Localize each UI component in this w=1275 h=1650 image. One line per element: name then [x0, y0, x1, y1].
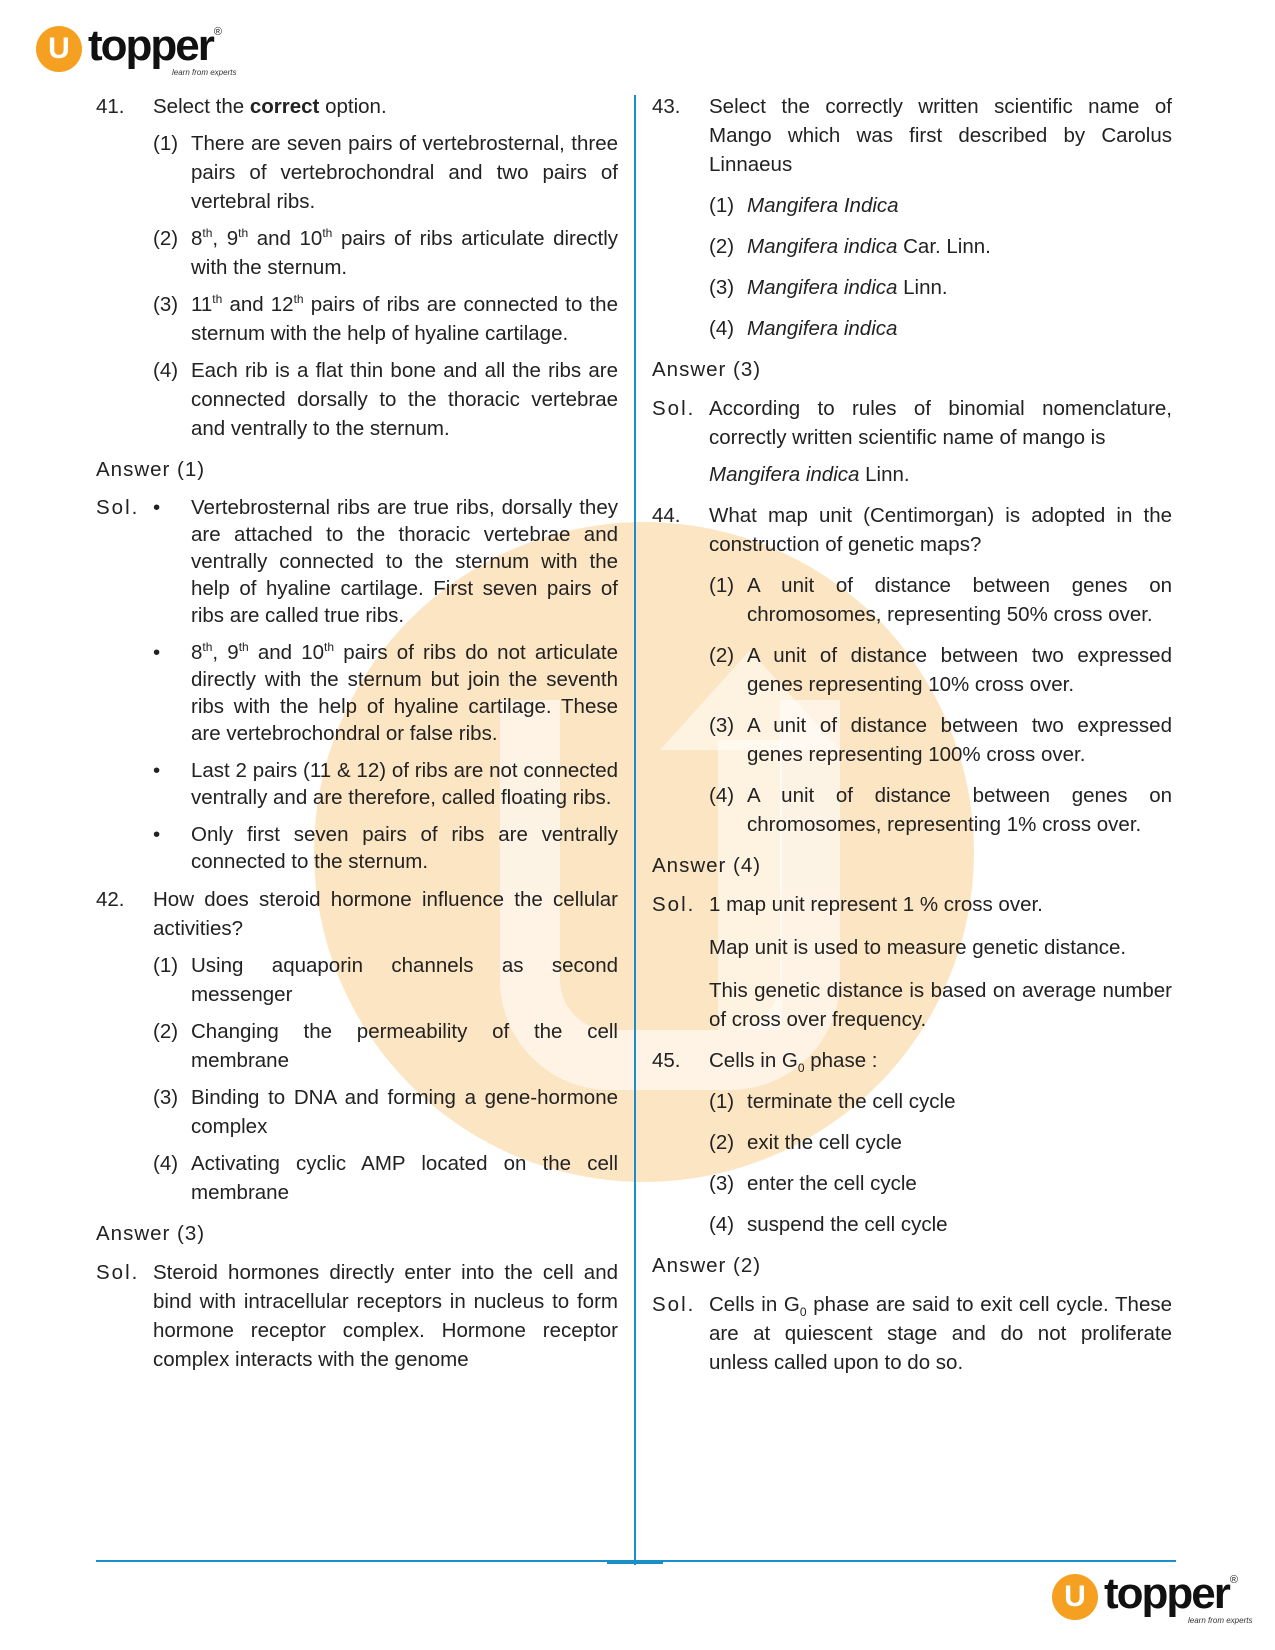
q45-option-4: (4) suspend the cell cycle	[709, 1213, 948, 1236]
q44-solution-para-3: This genetic distance is based on average number of cross over frequency.	[709, 979, 1172, 1031]
q42-option-1: (1) Using aquaporin channels as second messenger	[153, 954, 618, 1006]
q42-option-4: (4) Activating cyclic AMP located on the cell membrane	[153, 1152, 618, 1204]
footer-rule-mark	[607, 1560, 663, 1564]
q41-solution-bullet-3: • Last 2 pairs (11 & 12) of ribs are not connected ventrally and are therefore, called floating ribs.	[153, 759, 618, 809]
q45-option-3: (3) enter the cell cycle	[709, 1172, 917, 1195]
q41-solution-bullet-2: • 8th, 9th and 10th pairs of ribs do not articulate directly with the sternum but join the seventh ribs with the help of hyaline cartilage. These are vertebrochondral or false ribs.	[153, 640, 619, 745]
q41-solution-bullet-4: • Only first seven pairs of ribs are ventrally connected to the sternum.	[153, 823, 618, 873]
q41-option-3: (3) 11th and 12th pairs of ribs are connected to the sternum with the help of hyaline cartilage.	[153, 292, 618, 345]
question-43: 43. Select the correctly written scientific name of Mango which was first described by Carolus Linnaeus	[652, 95, 1172, 176]
q44-option-4: (4) A unit of distance between genes on chromosomes, representing 1% cross over.	[709, 784, 1172, 836]
q44-solution-para-2: Map unit is used to measure genetic distance.	[709, 936, 1127, 959]
q41-answer: Answer (1)	[96, 458, 206, 481]
footer-logo-u-icon: U	[1052, 1574, 1098, 1620]
footer-logo-registered: ®	[1229, 1574, 1238, 1586]
question-41: 41. Select the correct option.	[96, 95, 387, 118]
question-45: 45. Cells in $G_0$ phase :	[652, 1049, 878, 1076]
footer-logo-wordmark: topper	[1104, 1569, 1229, 1618]
right-column	[652, 92, 1172, 1385]
question-44: 44. What map unit (Centimorgan) is adopted in the construction of genetic maps?	[652, 504, 1172, 556]
q45-solution: Sol. Cells in $G_0$ phase are said to exit cell cycle. These are at quiescent stage and do not proliferate unless called upon to do so.	[652, 1293, 1173, 1374]
q42-solution: Sol. Steroid hormones directly enter into the cell and bind with intracellular receptors in nucleus to form hormone receptor complex. Hormone receptor complex interacts with the genome	[96, 1261, 618, 1371]
q41-solution-bullet-1: Sol. • Vertebrosternal ribs are true ribs, dorsally they are attached to the thoracic vertebrae and ventrally connected to the sternum with the help of hyaline cartilage. First seven pairs of ribs are called true ribs.	[96, 496, 618, 627]
q43-answer: Answer (3)	[652, 358, 762, 381]
q42-answer: Answer (3)	[96, 1222, 206, 1245]
footer-logo	[1052, 1569, 1238, 1620]
q42-option-2: (2) Changing the permeability of the cell membrane	[153, 1020, 618, 1072]
q43-option-4: (4) Mangifera indica	[709, 317, 898, 340]
q44-option-2: (2) A unit of distance between two expressed genes representing 10% cross over.	[709, 644, 1172, 696]
q44-solution: Sol. 1 map unit represent 1 % cross over.	[652, 893, 1043, 916]
q44-option-1: (1) A unit of distance between genes on chromosomes, representing 50% cross over.	[709, 574, 1172, 626]
q43-option-2: (2) Mangifera indica Car. Linn.	[709, 235, 991, 258]
q41-option-4: (4) Each rib is a flat thin bone and all the ribs are connected dorsally to the thoracic vertebrae and ventrally to the sternum.	[153, 359, 618, 440]
q41-option-2: (2) 8th, 9th and 10th pairs of ribs articulate directly with the sternum.	[153, 226, 619, 279]
footer-logo-tagline: learn from experts	[1188, 1616, 1253, 1625]
q44-answer: Answer (4)	[652, 854, 762, 877]
q41-option-1: (1) There are seven pairs of vertebrosternal, three pairs of vertebrochondral and two pairs of vertebral ribs.	[153, 132, 618, 213]
q45-answer: Answer (2)	[652, 1254, 762, 1277]
logo-registered: ®	[213, 26, 222, 38]
logo-tagline: learn from experts	[172, 68, 237, 77]
q42-option-3: (3) Binding to DNA and forming a gene-hormone complex	[153, 1086, 618, 1138]
q45-option-1: (1) terminate the cell cycle	[709, 1090, 956, 1113]
q43-solution-name: Mangifera indica Linn.	[709, 463, 910, 486]
column-divider	[634, 95, 636, 1565]
logo-wordmark: topper	[88, 21, 213, 70]
question-42: 42. How does steroid hormone influence the cellular activities?	[96, 888, 618, 940]
header-logo	[36, 21, 222, 72]
q43-solution: Sol. According to rules of binomial nomenclature, correctly written scientific name of mango is	[652, 397, 1172, 449]
q43-option-3: (3) Mangifera indica Linn.	[709, 276, 948, 299]
q43-option-1: (1) Mangifera Indica	[709, 194, 899, 217]
q44-option-3: (3) A unit of distance between two expressed genes representing 100% cross over.	[709, 714, 1172, 766]
q45-option-2: (2) exit the cell cycle	[709, 1131, 902, 1154]
logo-u-icon: U	[36, 26, 82, 72]
left-column	[96, 92, 618, 1382]
